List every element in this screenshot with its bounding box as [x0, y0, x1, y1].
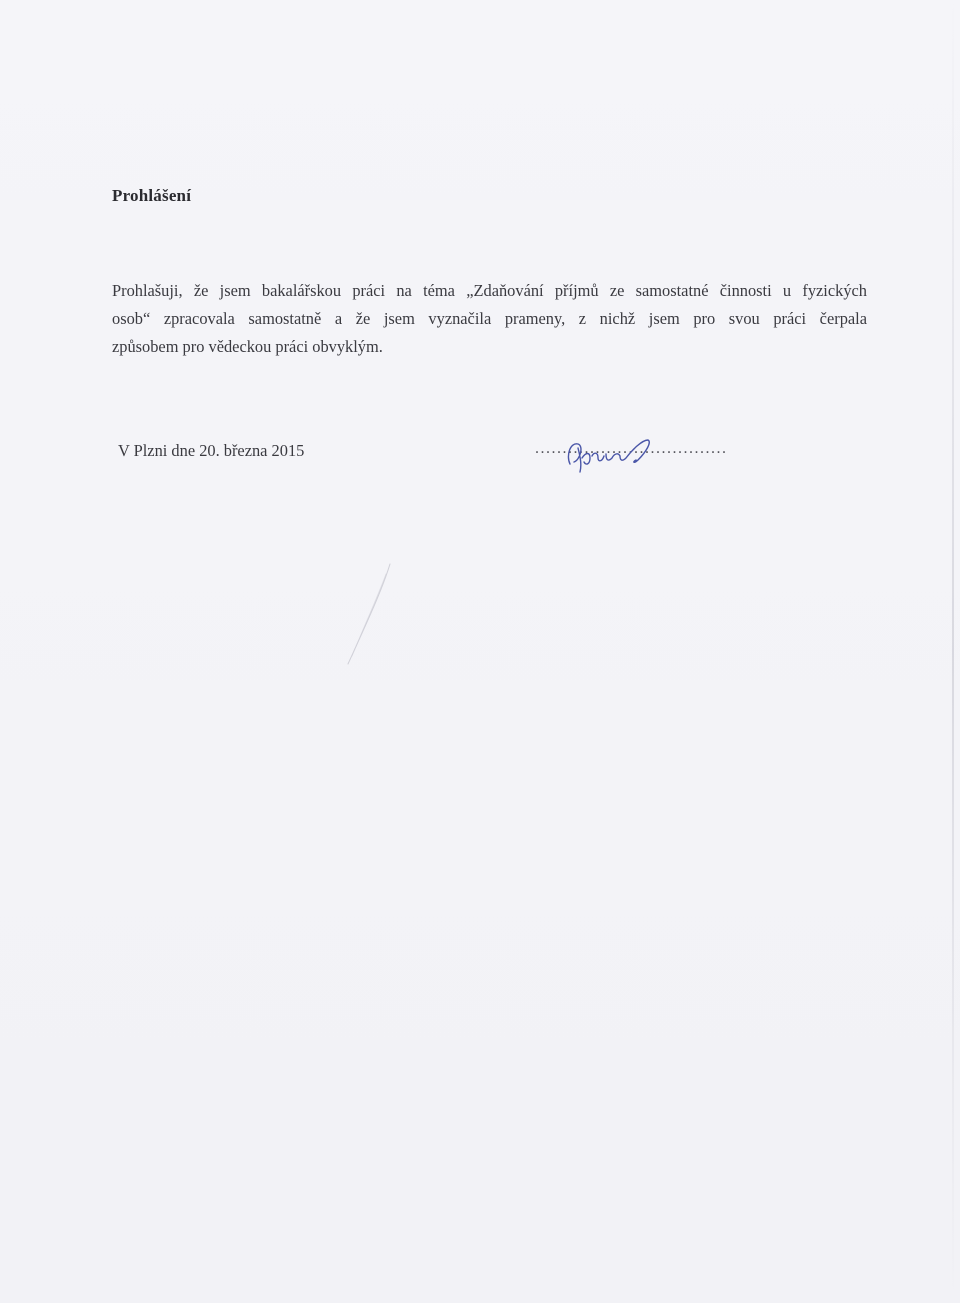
declaration-paragraph: [112, 277, 867, 361]
paragraph-line-1: Prohlašuji, že jsem bakalářskou práci na téma „Zdaňování příjmů ze samostatné činnosti u fyzických: [112, 281, 867, 300]
paragraph-line-3: způsobem pro vědeckou práci obvyklým.: [112, 337, 383, 356]
pencil-mark-decoration: [338, 560, 398, 670]
signature-stroke: [568, 440, 649, 472]
paragraph-line-2: osob“ zpracovala samostatně a že jsem vyznačila prameny, z nichž jsem pro svou práci čerpala: [112, 309, 867, 328]
page-title: Prohlášení: [112, 186, 192, 205]
place-and-date: V Plzni dne 20. března 2015: [118, 441, 305, 460]
signature-dotted-line: ...................................: [535, 440, 728, 457]
handwritten-signature: [560, 434, 660, 474]
page-edge-shadow: [952, 0, 954, 1303]
faint-stroke: [352, 574, 386, 656]
